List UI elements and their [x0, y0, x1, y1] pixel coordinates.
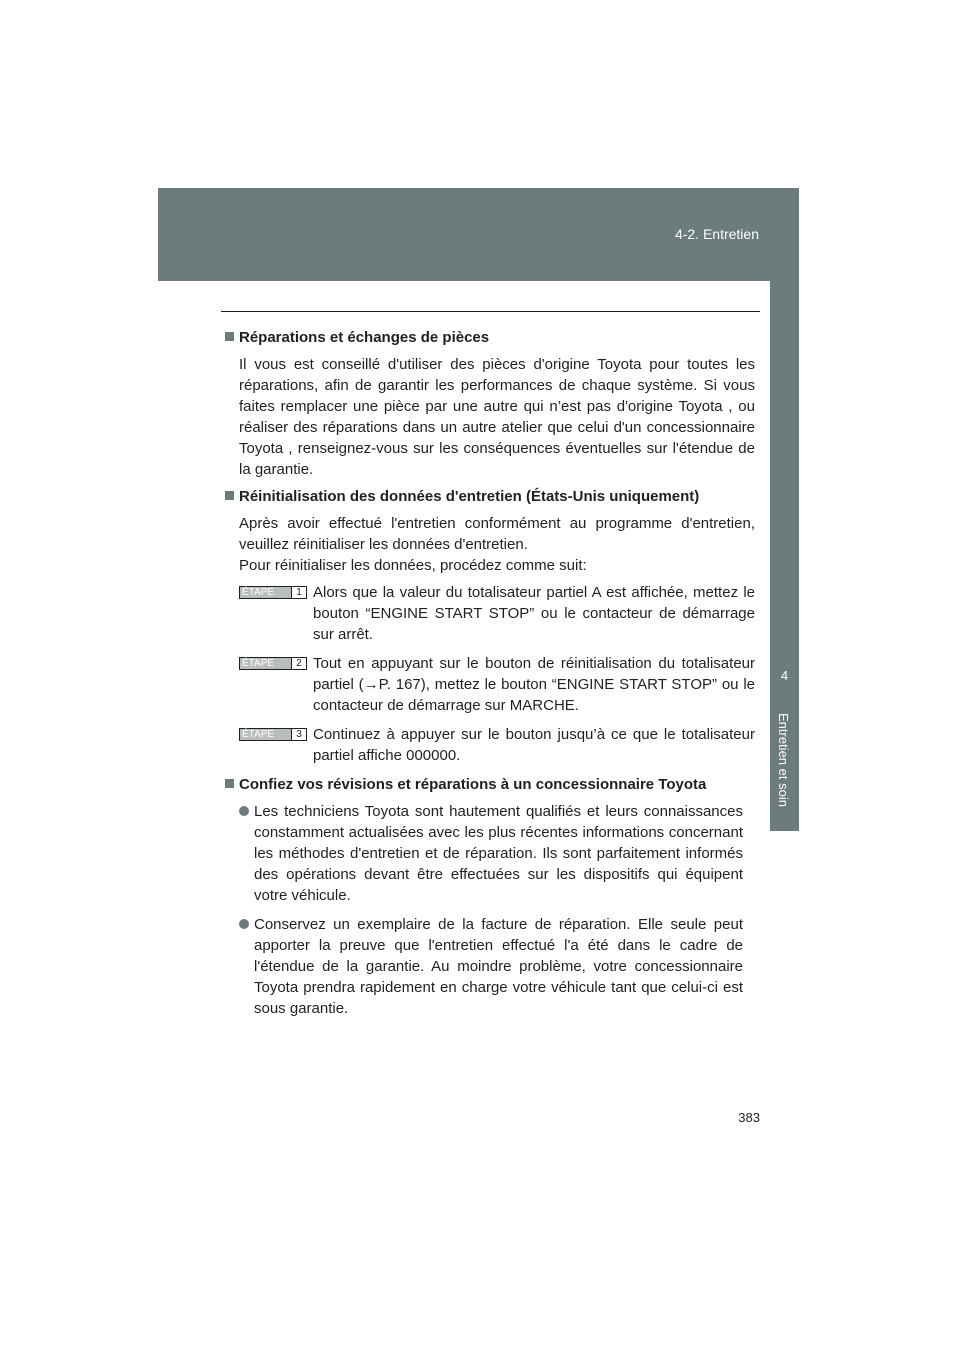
heading-reset [225, 486, 755, 507]
step-badge-word: ÉTAPE [240, 658, 291, 669]
round-bullet-icon [239, 806, 249, 816]
heading-dealer-text: Confiez vos révisions et réparations à un concessionnaire Toyota [239, 776, 707, 793]
step-1 [239, 582, 755, 645]
bullet-text: Conservez un exemplaire de la facture de réparation. Elle seule peut apporter la preuve que l'entretien effectué l'a été dans le cadre de l'étendue de la garantie. Au moindre problème, votre concessionnaire Toyota prendra rapidement en charge votre véhicule tant que celui-ci est sous garantie. [254, 916, 743, 1017]
step-badge-word: ÉTAPE [240, 587, 291, 598]
step-2 [239, 653, 755, 716]
square-bullet-icon [225, 779, 234, 788]
round-bullet-icon [239, 919, 249, 929]
paragraph-reset-intro: Après avoir effectué l'entretien conformément au programme d'entretien, veuillez réinitialiser les données d'entretien. [239, 515, 755, 553]
chapter-tab [770, 281, 799, 831]
step-text: Tout en appuyant sur le bouton de réinitialisation du totalisateur partiel (→P. 167), mettez le bouton “ENGINE START STOP” ou le contacteur de démarrage sur MARCHE. [313, 655, 755, 714]
step-badge-word: ÉTAPE [240, 729, 291, 740]
paragraph-reset-howto: Pour réinitialiser les données, procédez comme suit: [239, 557, 587, 574]
page-content [225, 327, 755, 1027]
square-bullet-icon [225, 491, 234, 500]
step-badge-number: 1 [291, 587, 306, 598]
step-badge [239, 586, 307, 599]
step-text: Continuez à appuyer sur le bouton jusqu’à ce que le totalisateur partiel affiche 000000. [313, 726, 755, 764]
paragraph-repairs: Il vous est conseillé d'utiliser des pièces d'origine Toyota pour toutes les réparations, afin de garantir les performances de chaque système. Si vous faites remplacer une pièce par une autre qui n’est pas d'origine Toyota , ou réaliser des réparations dans un autre atelier que celui d'un concessionnaire Toyota , renseignez-vous sur les conséquences éventuelles sur l'étendue de la garantie. [239, 356, 755, 478]
square-bullet-icon [225, 332, 234, 341]
step-badge-number: 2 [291, 658, 306, 669]
step-3 [239, 724, 755, 766]
bullet-text: Les techniciens Toyota sont hautement qualifiés et leurs connaissances constamment actualisées avec les plus récentes informations concernant les méthodes d'entretien et de réparation. Ils sont parfaitement informés des opérations devant être effectuées sur les dispositifs qui équipent votre véhicule. [254, 803, 743, 904]
step-badge [239, 728, 307, 741]
bullet-item [239, 914, 755, 1019]
section-title: 4-2. Entretien [674, 226, 759, 242]
step-badge [239, 657, 307, 670]
page-number: 383 [738, 1110, 760, 1125]
heading-repairs-text: Réparations et échanges de pièces [239, 329, 490, 346]
heading-reset-text: Réinitialisation des données d'entretien (États-Unis uniquement) [239, 488, 700, 505]
top-rule [221, 311, 760, 312]
chapter-label: Entretien et soin [776, 713, 791, 807]
step-badge-number: 3 [291, 729, 306, 740]
bullet-item [239, 801, 755, 906]
heading-dealer [225, 774, 755, 795]
step-text: Alors que la valeur du totalisateur partiel A est affichée, mettez le bouton “ENGINE START STOP” ou le contacteur de démarrage sur arrêt. [313, 584, 755, 643]
heading-repairs [225, 327, 755, 348]
chapter-number: 4 [780, 668, 789, 683]
header-band [158, 188, 799, 281]
